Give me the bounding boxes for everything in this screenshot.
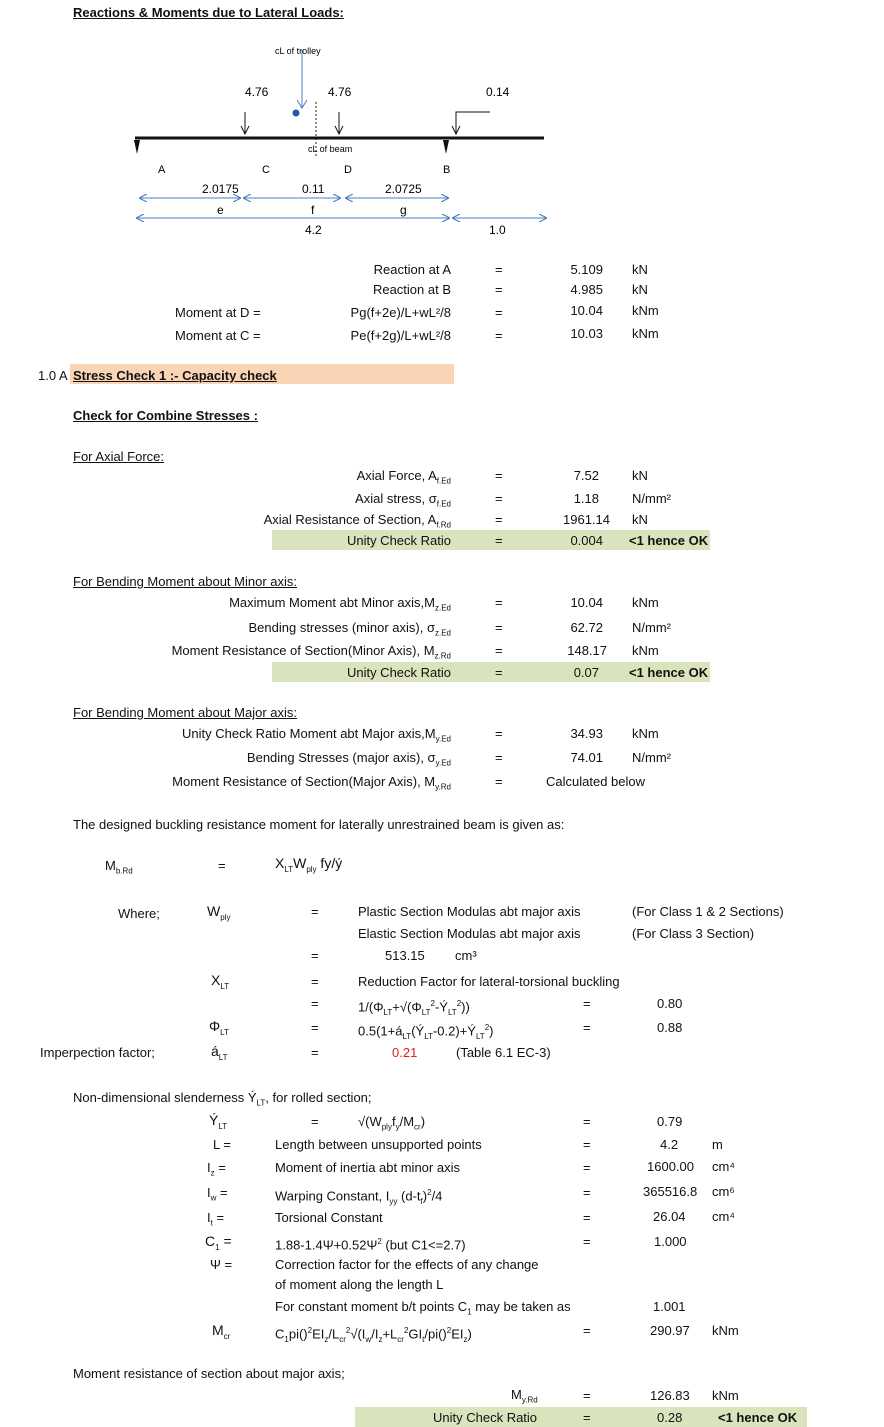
axial-stress-value: 1.18 [573, 491, 599, 506]
moment-c-formula: Pe(f+2g)/L+wL²/8 [350, 328, 451, 343]
final-ucr-value: 0.28 [657, 1410, 683, 1425]
trolley-dot [293, 110, 300, 117]
load-b-label: 0.14 [486, 85, 510, 99]
major-resistance-value: Calculated below [546, 774, 646, 789]
major-section-title: For Bending Moment about Major axis: [73, 705, 297, 720]
axial-ucr-status: <1 hence OK [629, 533, 709, 548]
minor-stress-unit: N/mm² [632, 620, 671, 635]
reaction-a-eq: = [495, 262, 503, 277]
axial-resistance-unit: kN [632, 512, 648, 527]
wply-value-eq: = [311, 948, 319, 963]
myrd-unit: kNm [712, 1388, 739, 1403]
major-stress-unit: N/mm² [632, 750, 671, 765]
load-d-arrow [335, 112, 343, 134]
wply-symbol: $W_{ply}$ [207, 903, 231, 922]
combine-stresses-title: Check for Combine Stresses : [73, 408, 258, 423]
point-d: D [344, 164, 352, 176]
slenderness-symbol: $Ý_{LT}$ [209, 1112, 228, 1131]
final-ucr-label: Unity Check Ratio [433, 1410, 538, 1425]
minor-resistance-eq: = [495, 643, 503, 658]
page-title: Reactions & Moments due to Lateral Loads: [73, 5, 344, 20]
mcr-eq: = [583, 1323, 591, 1338]
c1-description: $1.88-1.4\Psi+0.52\Psi^2$ (but C1<=2.7) [275, 1237, 466, 1253]
axial-force-unit: kN [632, 468, 648, 483]
slenderness-intro: Non-dimensional slenderness $Ý_{LT}$, for rolled section; [73, 1090, 372, 1108]
where-label: Where; [118, 906, 160, 921]
moment-c-unit: kNm [632, 326, 659, 341]
axial-stress-label: Axial stress, $\sigma_{f.Ed}$ [355, 491, 451, 509]
axial-section-title: For Axial Force: [73, 449, 165, 464]
dim-e-label: e [217, 203, 224, 217]
xlt-formula-eq: = [311, 996, 319, 1011]
point-c: C [262, 164, 270, 176]
point-a: A [158, 164, 166, 176]
span-total-value: 4.2 [305, 223, 322, 237]
overhang-value: 1.0 [489, 223, 506, 237]
axial-resistance-value: 1961.14 [563, 512, 610, 527]
minor-ucr-eq: = [495, 665, 503, 680]
major-stress-eq: = [495, 750, 503, 765]
point-b: B [443, 164, 451, 176]
stress-check-number: 1.0 A [38, 368, 68, 383]
slenderness-value-eq: = [583, 1114, 591, 1129]
minor-moment-eq: = [495, 595, 503, 610]
elastic-modulus-text: Elastic Section Modulas abt major axis [358, 926, 581, 941]
phi-eq: = [311, 1020, 319, 1035]
reaction-b-eq: = [495, 282, 503, 297]
phi-value: 0.88 [657, 1020, 683, 1035]
xlt-description: Reduction Factor for lateral-torsional buckling [358, 974, 620, 989]
iw-symbol: $I_w$ = [207, 1185, 228, 1203]
reaction-b-label: Reaction at B [372, 282, 451, 297]
plastic-modulus-text: Plastic Section Modulas abt major axis [358, 904, 581, 919]
minor-moment-unit: kNm [632, 595, 659, 610]
slenderness-value: 0.79 [657, 1114, 683, 1129]
length-unit: m [712, 1137, 723, 1152]
reaction-b-unit: kN [632, 282, 648, 297]
moment-c-name: Moment at C = [175, 328, 261, 343]
axial-resistance-label: Axial Resistance of Section, $A_{f.Rd}$ [263, 512, 451, 530]
iw-eq: = [583, 1185, 591, 1200]
iz-unit: cm⁴ [712, 1159, 735, 1174]
reaction-a-value: 5.109 [570, 262, 603, 277]
major-moment-eq: = [495, 726, 503, 741]
c1-symbol: $C_1$ = [205, 1233, 232, 1252]
psi-description-1: Correction factor for the effects of any change [275, 1257, 539, 1272]
axial-force-eq: = [495, 468, 503, 483]
load-c-label: 4.76 [245, 85, 269, 99]
dim-f-value: 0.11 [302, 182, 325, 196]
moment-c-value: 10.03 [570, 326, 603, 341]
it-description: Torsional Constant [275, 1210, 383, 1225]
minor-resistance-unit: kNm [632, 643, 659, 658]
iz-description: Moment of inertia abt minor axis [275, 1160, 460, 1175]
iz-eq: = [583, 1160, 591, 1175]
mcr-formula: $C_1pi()^2EI_z/L_{cr}^2√(I_w/I_z+L_{cr}^2GI_t/pi()^2EI_z)$ [275, 1326, 472, 1344]
axial-stress-unit: N/mm² [632, 491, 671, 506]
alpha-value: 0.21 [392, 1045, 418, 1060]
myrd-eq: = [583, 1388, 591, 1403]
reaction-a-label: Reaction at A [373, 262, 451, 277]
reaction-b-value: 4.985 [570, 282, 603, 297]
load-d-label: 4.76 [328, 85, 352, 99]
minor-ucr-status: <1 hence OK [629, 665, 709, 680]
imperfection-label: Imperpection factor; [40, 1045, 155, 1060]
xlt-value: 0.80 [657, 996, 683, 1011]
wply-unit: cm³ [455, 948, 477, 963]
buckling-intro: The designed buckling resistance moment for laterally unrestrained beam is given as: [73, 817, 565, 832]
minor-stress-eq: = [495, 620, 503, 635]
xlt-formula: $1/(\Phi_{LT}+√(\Phi_{LT}^2-Ý_{LT}^2))$ [358, 999, 470, 1017]
major-resistance-label: Moment Resistance of Section(Major Axis), $M_{y.Rd}$ [172, 774, 451, 792]
elastic-modulus-note: (For Class 3 Section) [632, 926, 755, 941]
alpha-eq: = [311, 1045, 319, 1060]
axial-stress-eq: = [495, 491, 503, 506]
axial-force-label: Axial Force, $A_{f.Ed}$ [356, 468, 451, 486]
psi-description-2: of moment along the length L [275, 1277, 444, 1292]
constant-moment-value: 1.001 [653, 1299, 686, 1314]
major-stress-value: 74.01 [570, 750, 603, 765]
it-symbol: $I_t$ = [207, 1210, 225, 1228]
final-ucr-status: <1 hence OK [718, 1410, 798, 1425]
it-unit: cm⁴ [712, 1209, 735, 1224]
dim-g-value: 2.0725 [385, 182, 422, 196]
iw-unit: cm⁶ [712, 1184, 735, 1199]
major-moment-unit: kNm [632, 726, 659, 741]
minor-ucr-label: Unity Check Ratio [346, 665, 451, 680]
mcr-symbol: $M_{cr}$ [212, 1322, 231, 1341]
moment-d-value: 10.04 [570, 303, 603, 318]
moment-d-unit: kNm [632, 303, 659, 318]
major-stress-label: Bending Stresses (major axis), $\sigma_{y.Ed}$ [246, 750, 451, 768]
minor-ucr-value: 0.07 [573, 665, 599, 680]
length-description: Length between unsupported points [275, 1137, 482, 1152]
it-value: 26.04 [653, 1209, 686, 1224]
minor-stress-label: Bending stresses (minor axis), $\sigma_{z.Ed}$ [248, 620, 451, 638]
xlt-symbol: $X_{LT}$ [211, 972, 230, 991]
iw-description: Warping Constant, $I_{yy}$ $(d-t_f)^2/4$ [275, 1188, 443, 1206]
length-symbol: L = [213, 1137, 231, 1152]
mcr-unit: kNm [712, 1323, 739, 1338]
mbrd-symbol: $M_{b.Rd}$ [105, 858, 133, 876]
axial-force-value: 7.52 [573, 468, 599, 483]
length-value: 4.2 [660, 1137, 679, 1152]
moment-d-name: Moment at D = [175, 305, 261, 320]
major-moment-value: 34.93 [570, 726, 603, 741]
resistance-intro: Moment resistance of section about major axis; [73, 1366, 345, 1381]
major-resistance-eq: = [495, 774, 503, 789]
iw-value: 365516.8 [643, 1184, 698, 1199]
iz-value: 1600.00 [647, 1159, 694, 1174]
moment-d-formula: Pg(f+2e)/L+wL²/8 [350, 305, 451, 320]
it-eq: = [583, 1210, 591, 1225]
dim-g-label: g [400, 203, 407, 217]
beam-diagram [0, 30, 884, 245]
minor-section-title: For Bending Moment about Minor axis: [73, 574, 297, 589]
c1-value: 1.000 [654, 1234, 687, 1249]
stress-check-title: Stress Check 1 :- Capacity check [73, 368, 277, 383]
moment-c-eq: = [495, 328, 503, 343]
myrd-symbol: $M_{y.Rd}$ [511, 1387, 538, 1405]
xlt-value-eq: = [583, 996, 591, 1011]
slenderness-formula: $√(W_{ply}f_y/M_{cr})$ [358, 1114, 426, 1132]
axial-ucr-eq: = [495, 533, 503, 548]
plastic-modulus-note: (For Class 1 & 2 Sections) [632, 904, 784, 919]
mbrd-eq: = [218, 858, 226, 873]
myrd-value: 126.83 [650, 1388, 690, 1403]
phi-value-eq: = [583, 1020, 591, 1035]
support-a [134, 140, 140, 154]
alpha-reference: (Table 6.1 EC-3) [456, 1045, 551, 1060]
minor-stress-value: 62.72 [570, 620, 603, 635]
psi-symbol: Ψ = [210, 1257, 233, 1272]
axial-resistance-eq: = [495, 512, 503, 527]
mcr-value: 290.97 [650, 1323, 690, 1338]
wply-value: 513.15 [385, 948, 425, 963]
iz-symbol: $I_z$ = [207, 1160, 226, 1178]
load-b-arrow [452, 112, 490, 134]
wply-eq: = [311, 904, 319, 919]
final-ucr-eq: = [583, 1410, 591, 1425]
slenderness-eq: = [311, 1114, 319, 1129]
minor-resistance-label: Moment Resistance of Section(Minor Axis), $M_{z.Rd}$ [171, 643, 451, 661]
moment-d-eq: = [495, 305, 503, 320]
c1-eq: = [583, 1234, 591, 1249]
load-c-arrow [241, 112, 249, 134]
support-b [443, 140, 449, 154]
alpha-symbol: $á_{LT}$ [211, 1043, 228, 1062]
xlt-eq: = [311, 974, 319, 989]
phi-symbol: $\Phi_{LT}$ [209, 1018, 229, 1037]
axial-ucr-label: Unity Check Ratio [346, 533, 451, 548]
minor-moment-label: Maximum Moment abt Minor $axis,M_{z.Ed}$ [229, 595, 451, 613]
phi-formula: $0.5(1+á_{LT}(Ý_{LT}-0.2)+Ý_{LT}^2)$ [358, 1023, 494, 1041]
cl-beam-label: cL of beam [308, 144, 353, 154]
dim-e-value: 2.0175 [202, 182, 239, 196]
cl-trolley-label: cL of trolley [275, 46, 321, 56]
major-moment-label: Unity Check Ratio Moment abt Major $axis,M_{y.Ed}$ [181, 726, 451, 744]
mbrd-formula: $X_{LT}W_{ply}$ fy/ý [275, 855, 343, 874]
reaction-a-unit: kN [632, 262, 648, 277]
dim-f-label: f [311, 203, 315, 217]
length-eq: = [583, 1137, 591, 1152]
minor-moment-value: 10.04 [570, 595, 603, 610]
constant-moment-text: For constant moment b/t points $C_1$ may be taken as [275, 1299, 571, 1317]
minor-resistance-value: 148.17 [567, 643, 607, 658]
axial-ucr-value: 0.004 [570, 533, 603, 548]
